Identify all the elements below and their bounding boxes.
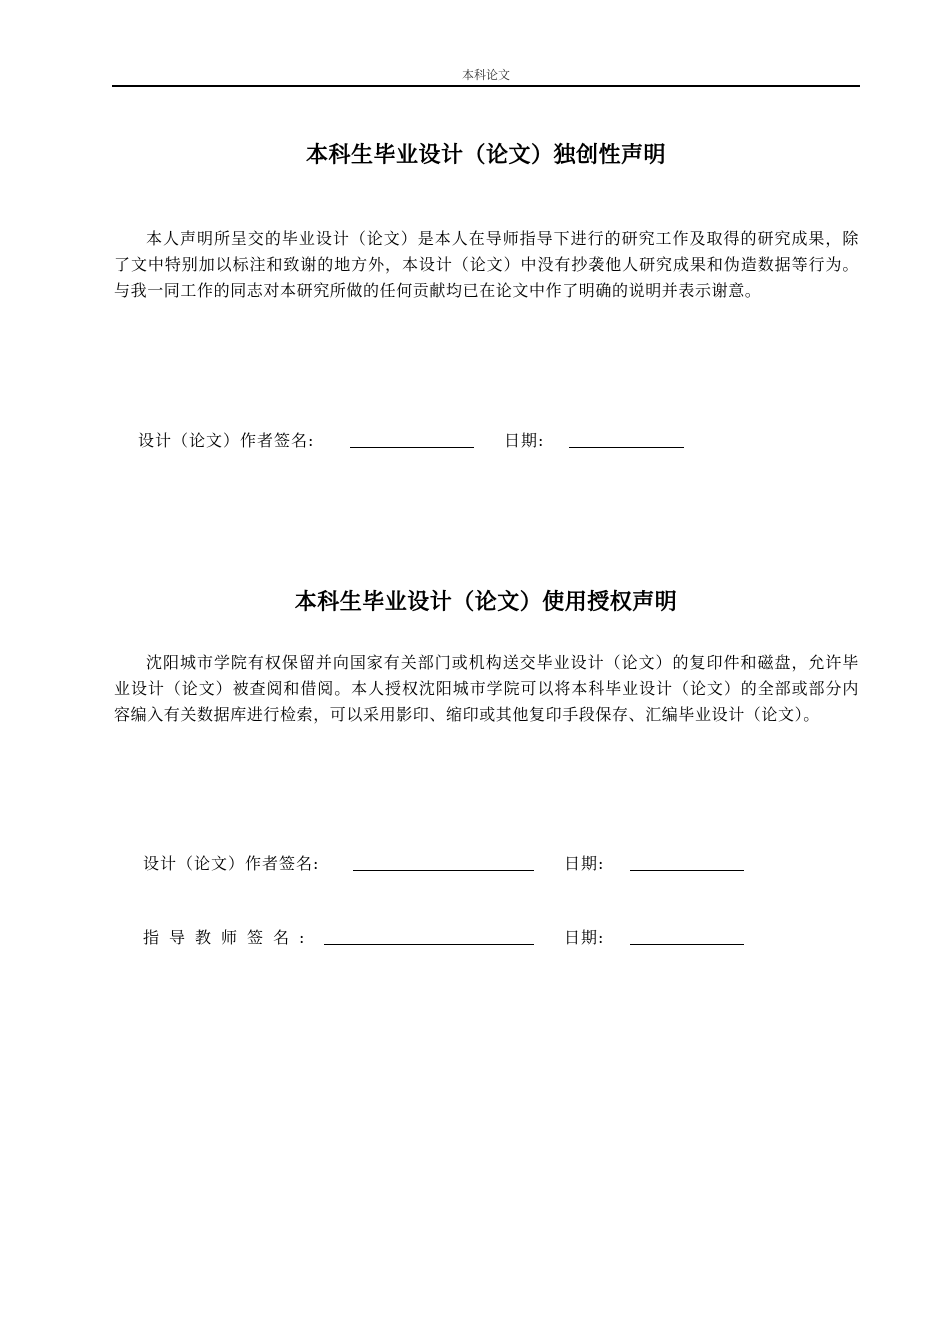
date-field[interactable] [630, 870, 744, 871]
advisor-signature-label: 指导教师签名: [143, 928, 315, 947]
author-signature-label: 设计（论文）作者签名: [143, 854, 320, 873]
originality-title: 本科生毕业设计（论文）独创性声明 [305, 143, 666, 168]
advisor-signature-field[interactable] [324, 944, 534, 945]
header-rule [112, 85, 860, 87]
running-header: 本科论文 [461, 68, 510, 82]
authorization-body: 沈阳城市学院有权保留并向国家有关部门或机构送交毕业设计（论文）的复印件和磁盘，允许毕业设计（论文）被查阅和借阅。本人授权沈阳城市学院可以将本科毕业设计（论文）的全部或部分内容编入有关数据库进行检索，可以采用影印、缩印或其他复印手段保存、汇编毕业设计（论文）。 [114, 653, 859, 724]
date-label: 日期: [564, 928, 605, 947]
date-label: 日期: [564, 854, 605, 873]
date-label: 日期: [504, 431, 545, 450]
date-field[interactable] [569, 447, 684, 448]
author-signature-field[interactable] [353, 870, 534, 871]
date-field[interactable] [630, 944, 744, 945]
originality-body: 本人声明所呈交的毕业设计（论文）是本人在导师指导下进行的研究工作及取得的研究成果，除了文中特别加以标注和致谢的地方外，本设计（论文）中没有抄袭他人研究成果和伪造数据等行为。与我一同工作的同志对本研究所做的任何贡献均已在论文中作了明确的说明并表示谢意。 [114, 229, 859, 300]
authorization-title: 本科生毕业设计（论文）使用授权声明 [294, 590, 678, 615]
author-signature-label: 设计（论文）作者签名: [138, 431, 315, 450]
author-signature-field[interactable] [350, 447, 474, 448]
